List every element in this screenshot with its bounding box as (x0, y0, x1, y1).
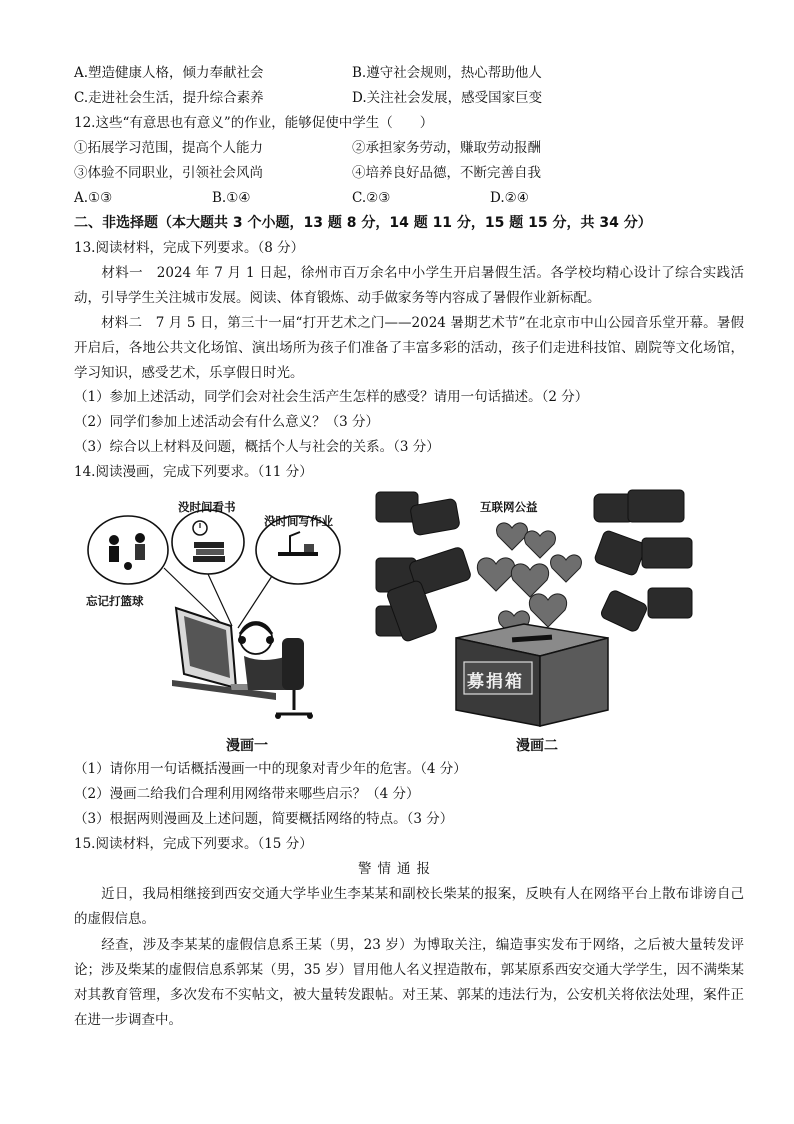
q12-item-4: ④培养良好品德，不断完善自我 (352, 165, 541, 181)
q12-option-d[interactable]: D.②④ (490, 190, 529, 206)
q13-sub-3: （3）综合以上材料及问题，概括个人与社会的关系。（3 分） (74, 439, 440, 455)
cartoon-2-internet-charity (372, 488, 716, 728)
cartoon-1-label-basketball: 忘记打篮球 (86, 594, 144, 608)
cartoon-2-caption: 漫画二 (516, 738, 558, 754)
q12-item-3: ③体验不同职业，引领社会风尚 (74, 165, 263, 181)
q12-option-c[interactable]: C.②③ (352, 190, 391, 206)
cartoon-1-label-read: 没时间看书 (178, 500, 236, 514)
q13-material-1-text: 材料一 2024 年 7 月 1 日起，徐州市百万余名中小学生开启暑假生活。各学校均精心设计了综合实践活动，引导学生关注城市发展。阅读、体育锻炼、动手做家务等内容成了暑假作业新标配。 (74, 265, 744, 306)
cartoon-2-label-title: 互联网公益 (480, 500, 538, 514)
q11-option-c[interactable]: C.走进社会生活，提升综合素养 (74, 90, 264, 106)
q15-notice-title: 警情通报 (358, 861, 436, 877)
q13-sub-2: （2）同学们参加上述活动会有什么意义？（3 分） (74, 414, 379, 430)
section-2-heading: 二、非选择题（本大题共 3 个小题，13 题 8 分，14 题 11 分，15 题 15 分，共 34 分） (74, 215, 652, 231)
cartoon-1-caption: 漫画一 (226, 738, 268, 754)
q13-material-1 (74, 261, 744, 311)
cartoon-1-label-homework: 没时间写作业 (264, 514, 333, 528)
q15-paragraph-1 (74, 882, 744, 932)
q15-paragraph-2 (74, 933, 744, 1033)
q11-option-a[interactable]: A.塑造健康人格，倾力奉献社会 (74, 65, 264, 81)
q11-option-d[interactable]: D.关注社会发展，感受国家巨变 (352, 90, 543, 106)
q13-material-2 (74, 311, 744, 386)
q14-sub-3: （3）根据两则漫画及上述问题，简要概括网络的特点。（3 分） (74, 811, 454, 827)
q12-option-a[interactable]: A.①③ (74, 190, 113, 206)
q14-stem: 14.阅读漫画，完成下列要求。（11 分） (74, 464, 313, 480)
q12-option-b[interactable]: B.①④ (212, 190, 251, 206)
q13-material-2-text: 材料二 7 月 5 日，第三十一届“打开艺术之门——2024 暑期艺术节”在北京市中山公园音乐堂开幕。暑假开启后，各地公共文化场馆、演出场所为孩子们准备了丰富多彩的活动，孩子们走进科技馆、剧院等文化场馆，学习知识，感受艺术，乐享假日时光。 (74, 315, 744, 381)
q12-item-2: ②承担家务劳动，赚取劳动报酬 (352, 140, 541, 156)
q13-sub-1: （1）参加上述活动，同学们会对社会生活产生怎样的感受？请用一句话描述。（2 分） (74, 389, 589, 405)
q12-stem: 12.这些“有意思也有意义”的作业，能够促使中学生（ ） (74, 115, 434, 131)
q14-sub-2: （2）漫画二给我们合理利用网络带来哪些启示？（4 分） (74, 786, 420, 802)
q11-option-b[interactable]: B.遵守社会规则，热心帮助他人 (352, 65, 542, 81)
cartoon-2-label-box: 募捐箱 (467, 672, 524, 692)
q15-paragraph-1-text: 近日，我局相继接到西安交通大学毕业生李某某和副校长柴某的报案，反映有人在网络平台上散布诽谤自己的虚假信息。 (74, 886, 744, 927)
q14-sub-1: （1）请你用一句话概括漫画一中的现象对青少年的危害。（4 分） (74, 761, 467, 777)
q15-stem: 15.阅读材料，完成下列要求。（15 分） (74, 836, 313, 852)
q13-stem: 13.阅读材料，完成下列要求。（8 分） (74, 240, 305, 256)
q12-item-1: ①拓展学习范围，提高个人能力 (74, 140, 263, 156)
q15-paragraph-2-text: 经查，涉及李某某的虚假信息系王某（男，23 岁）为博取关注，编造事实发布于网络，之后被大量转发评论；涉及柴某的虚假信息系郭某（男，35 岁）冒用他人名义捏造散布，郭某原系西安交通大学学生，因不满柴某对其教育管理，多次发布不实帖文，被大量转发跟帖。对王某、郭某的违法行为，公安机关将依法处理，案件正在进一步调查中。 (74, 937, 744, 1028)
